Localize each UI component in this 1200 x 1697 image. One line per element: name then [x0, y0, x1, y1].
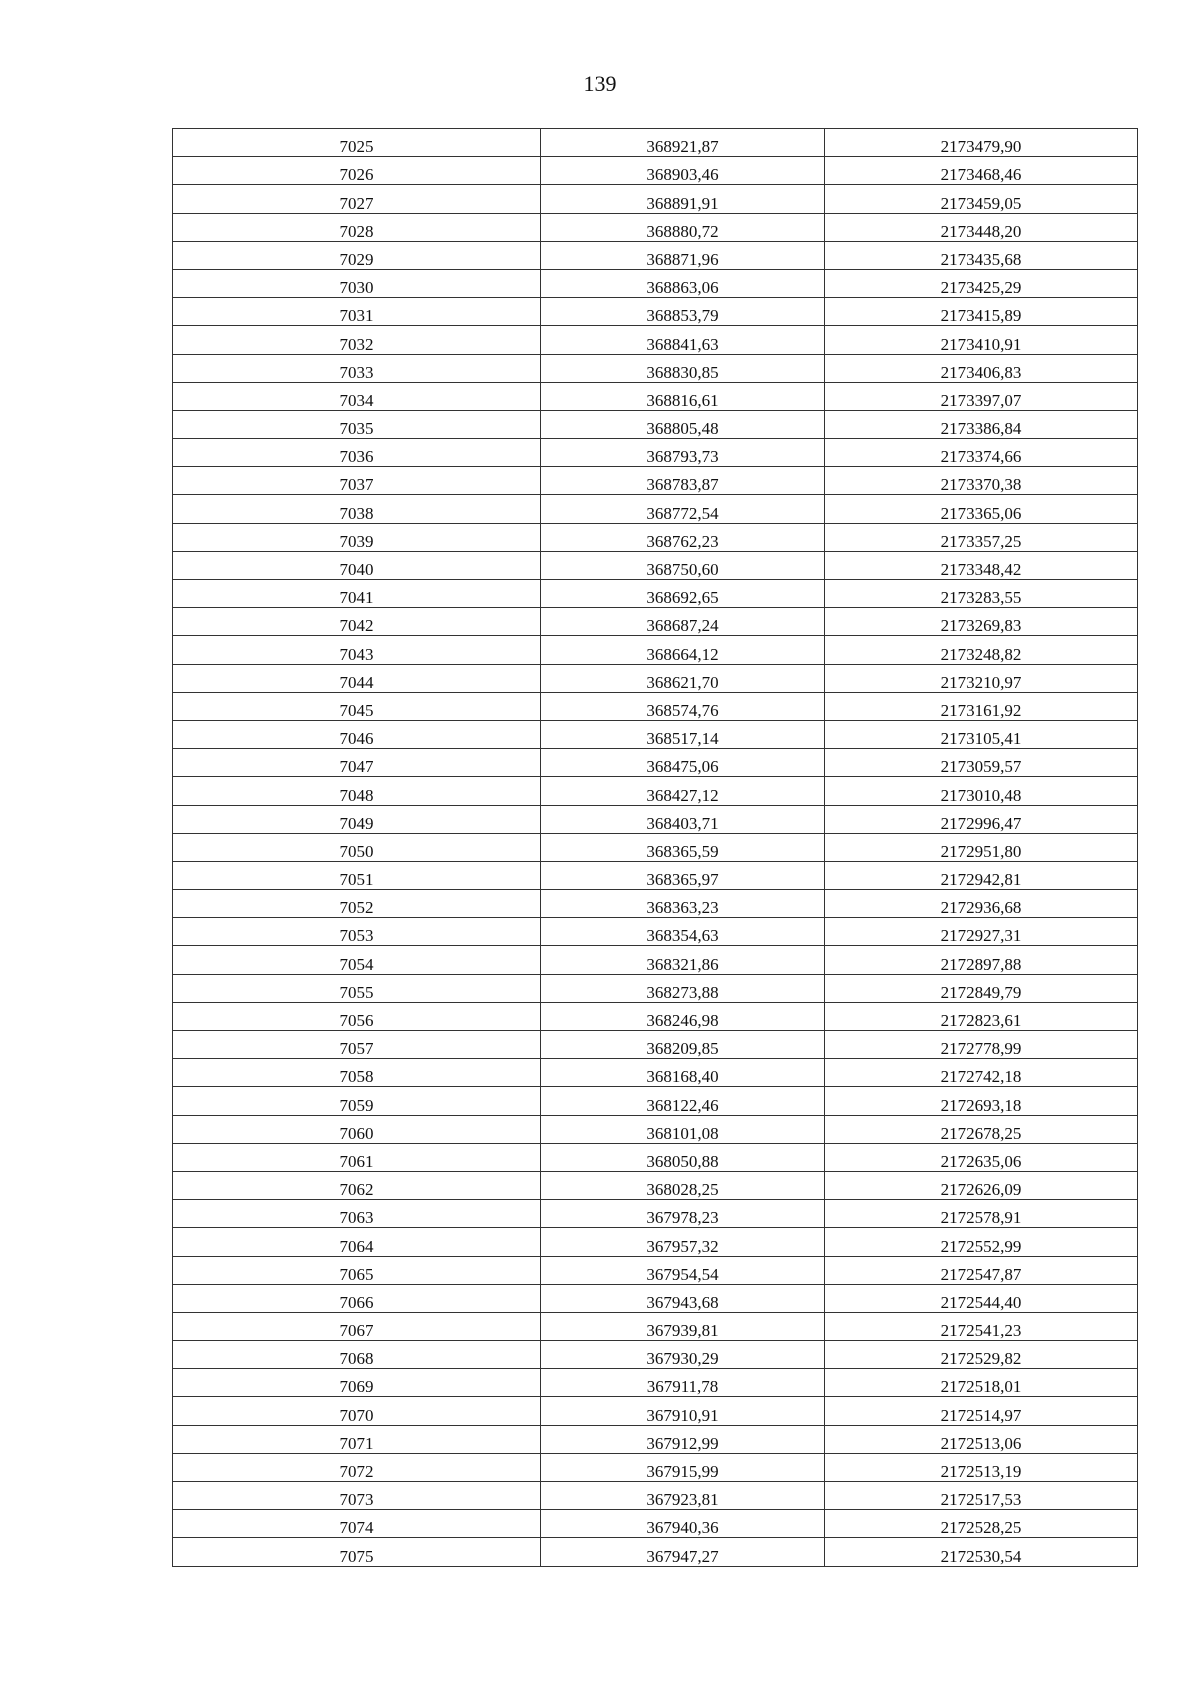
table-row [173, 269, 1138, 297]
point-number-cell: 7048 [173, 777, 541, 805]
table-row [173, 918, 1138, 946]
point-number-cell: 7071 [173, 1425, 541, 1453]
table-row [173, 1115, 1138, 1143]
table-row [173, 1031, 1138, 1059]
y-coordinate-cell: 2173435,68 [825, 241, 1138, 269]
point-number-cell: 7058 [173, 1059, 541, 1087]
point-number-cell: 7056 [173, 1002, 541, 1030]
y-coordinate-cell: 2173365,06 [825, 495, 1138, 523]
y-coordinate-cell: 2173448,20 [825, 213, 1138, 241]
table-row [173, 495, 1138, 523]
table-row [173, 467, 1138, 495]
table-row [173, 382, 1138, 410]
y-coordinate-cell: 2173410,91 [825, 326, 1138, 354]
table-row [173, 298, 1138, 326]
y-coordinate-cell: 2173459,05 [825, 185, 1138, 213]
x-coordinate-cell: 368921,87 [541, 129, 825, 157]
point-number-cell: 7034 [173, 382, 541, 410]
x-coordinate-cell: 368273,88 [541, 974, 825, 1002]
y-coordinate-cell: 2172778,99 [825, 1031, 1138, 1059]
table-row [173, 354, 1138, 382]
x-coordinate-cell: 368841,63 [541, 326, 825, 354]
point-number-cell: 7026 [173, 157, 541, 185]
x-coordinate-cell: 367912,99 [541, 1425, 825, 1453]
table-row [173, 1397, 1138, 1425]
x-coordinate-cell: 368692,65 [541, 580, 825, 608]
x-coordinate-cell: 368772,54 [541, 495, 825, 523]
x-coordinate-cell: 368880,72 [541, 213, 825, 241]
y-coordinate-cell: 2173479,90 [825, 129, 1138, 157]
x-coordinate-cell: 368050,88 [541, 1143, 825, 1171]
point-number-cell: 7027 [173, 185, 541, 213]
table-row [173, 213, 1138, 241]
y-coordinate-cell: 2172951,80 [825, 833, 1138, 861]
table-row [173, 1284, 1138, 1312]
table-row [173, 580, 1138, 608]
x-coordinate-cell: 368750,60 [541, 551, 825, 579]
y-coordinate-cell: 2172513,19 [825, 1453, 1138, 1481]
table-row [173, 805, 1138, 833]
point-number-cell: 7028 [173, 213, 541, 241]
table-row [173, 861, 1138, 889]
table-row [173, 890, 1138, 918]
x-coordinate-cell: 367978,23 [541, 1200, 825, 1228]
point-number-cell: 7055 [173, 974, 541, 1002]
y-coordinate-cell: 2172742,18 [825, 1059, 1138, 1087]
x-coordinate-cell: 367947,27 [541, 1538, 825, 1566]
y-coordinate-cell: 2173415,89 [825, 298, 1138, 326]
table-row [173, 1059, 1138, 1087]
point-number-cell: 7032 [173, 326, 541, 354]
table-row [173, 749, 1138, 777]
point-number-cell: 7069 [173, 1369, 541, 1397]
x-coordinate-cell: 367911,78 [541, 1369, 825, 1397]
table-row [173, 326, 1138, 354]
point-number-cell: 7038 [173, 495, 541, 523]
x-coordinate-cell: 367923,81 [541, 1482, 825, 1510]
x-coordinate-cell: 368830,85 [541, 354, 825, 382]
table-row [173, 636, 1138, 664]
x-coordinate-cell: 367915,99 [541, 1453, 825, 1481]
y-coordinate-cell: 2172635,06 [825, 1143, 1138, 1171]
point-number-cell: 7074 [173, 1510, 541, 1538]
x-coordinate-cell: 368427,12 [541, 777, 825, 805]
table-row [173, 1425, 1138, 1453]
x-coordinate-cell: 367930,29 [541, 1341, 825, 1369]
x-coordinate-cell: 368363,23 [541, 890, 825, 918]
x-coordinate-cell: 368365,59 [541, 833, 825, 861]
x-coordinate-cell: 368209,85 [541, 1031, 825, 1059]
x-coordinate-cell: 368863,06 [541, 269, 825, 297]
x-coordinate-cell: 368354,63 [541, 918, 825, 946]
x-coordinate-cell: 367940,36 [541, 1510, 825, 1538]
point-number-cell: 7049 [173, 805, 541, 833]
x-coordinate-cell: 368365,97 [541, 861, 825, 889]
table-row [173, 720, 1138, 748]
point-number-cell: 7053 [173, 918, 541, 946]
x-coordinate-cell: 368805,48 [541, 410, 825, 438]
x-coordinate-cell: 368168,40 [541, 1059, 825, 1087]
y-coordinate-cell: 2172518,01 [825, 1369, 1138, 1397]
table-row [173, 692, 1138, 720]
table-row [173, 833, 1138, 861]
y-coordinate-cell: 2172544,40 [825, 1284, 1138, 1312]
y-coordinate-cell: 2173059,57 [825, 749, 1138, 777]
x-coordinate-cell: 367957,32 [541, 1228, 825, 1256]
point-number-cell: 7054 [173, 946, 541, 974]
x-coordinate-cell: 368321,86 [541, 946, 825, 974]
point-number-cell: 7052 [173, 890, 541, 918]
point-number-cell: 7033 [173, 354, 541, 382]
x-coordinate-cell: 368517,14 [541, 720, 825, 748]
x-coordinate-cell: 368903,46 [541, 157, 825, 185]
point-number-cell: 7035 [173, 410, 541, 438]
table-row [173, 1312, 1138, 1340]
x-coordinate-cell: 367910,91 [541, 1397, 825, 1425]
point-number-cell: 7073 [173, 1482, 541, 1510]
point-number-cell: 7046 [173, 720, 541, 748]
y-coordinate-cell: 2173357,25 [825, 523, 1138, 551]
x-coordinate-cell: 368793,73 [541, 439, 825, 467]
point-number-cell: 7043 [173, 636, 541, 664]
coordinates-table-body [173, 129, 1138, 1567]
point-number-cell: 7047 [173, 749, 541, 777]
x-coordinate-cell: 368574,76 [541, 692, 825, 720]
y-coordinate-cell: 2172942,81 [825, 861, 1138, 889]
point-number-cell: 7040 [173, 551, 541, 579]
y-coordinate-cell: 2172514,97 [825, 1397, 1138, 1425]
table-row [173, 1171, 1138, 1199]
point-number-cell: 7075 [173, 1538, 541, 1566]
x-coordinate-cell: 368621,70 [541, 664, 825, 692]
y-coordinate-cell: 2172547,87 [825, 1256, 1138, 1284]
point-number-cell: 7070 [173, 1397, 541, 1425]
x-coordinate-cell: 368816,61 [541, 382, 825, 410]
y-coordinate-cell: 2172936,68 [825, 890, 1138, 918]
point-number-cell: 7029 [173, 241, 541, 269]
y-coordinate-cell: 2172513,06 [825, 1425, 1138, 1453]
table-row [173, 1369, 1138, 1397]
point-number-cell: 7067 [173, 1312, 541, 1340]
point-number-cell: 7065 [173, 1256, 541, 1284]
y-coordinate-cell: 2173468,46 [825, 157, 1138, 185]
x-coordinate-cell: 368475,06 [541, 749, 825, 777]
x-coordinate-cell: 368403,71 [541, 805, 825, 833]
x-coordinate-cell: 368122,46 [541, 1087, 825, 1115]
x-coordinate-cell: 368101,08 [541, 1115, 825, 1143]
coordinates-table [172, 128, 1138, 1567]
y-coordinate-cell: 2172626,09 [825, 1171, 1138, 1199]
y-coordinate-cell: 2172927,31 [825, 918, 1138, 946]
y-coordinate-cell: 2172693,18 [825, 1087, 1138, 1115]
table-row [173, 129, 1138, 157]
point-number-cell: 7042 [173, 608, 541, 636]
table-row [173, 1143, 1138, 1171]
x-coordinate-cell: 368762,23 [541, 523, 825, 551]
y-coordinate-cell: 2173406,83 [825, 354, 1138, 382]
table-row [173, 608, 1138, 636]
table-row [173, 523, 1138, 551]
table-row [173, 664, 1138, 692]
x-coordinate-cell: 368246,98 [541, 1002, 825, 1030]
point-number-cell: 7064 [173, 1228, 541, 1256]
y-coordinate-cell: 2173425,29 [825, 269, 1138, 297]
table-row [173, 551, 1138, 579]
x-coordinate-cell: 367943,68 [541, 1284, 825, 1312]
y-coordinate-cell: 2173386,84 [825, 410, 1138, 438]
table-row [173, 1453, 1138, 1481]
y-coordinate-cell: 2173283,55 [825, 580, 1138, 608]
table-row [173, 439, 1138, 467]
point-number-cell: 7060 [173, 1115, 541, 1143]
point-number-cell: 7061 [173, 1143, 541, 1171]
point-number-cell: 7072 [173, 1453, 541, 1481]
y-coordinate-cell: 2172552,99 [825, 1228, 1138, 1256]
y-coordinate-cell: 2172517,53 [825, 1482, 1138, 1510]
y-coordinate-cell: 2172528,25 [825, 1510, 1138, 1538]
point-number-cell: 7051 [173, 861, 541, 889]
x-coordinate-cell: 367939,81 [541, 1312, 825, 1340]
y-coordinate-cell: 2172578,91 [825, 1200, 1138, 1228]
point-number-cell: 7031 [173, 298, 541, 326]
table-row [173, 1228, 1138, 1256]
table-row [173, 1538, 1138, 1566]
point-number-cell: 7045 [173, 692, 541, 720]
y-coordinate-cell: 2173248,82 [825, 636, 1138, 664]
x-coordinate-cell: 368028,25 [541, 1171, 825, 1199]
y-coordinate-cell: 2172897,88 [825, 946, 1138, 974]
page-number: 139 [583, 71, 617, 96]
point-number-cell: 7063 [173, 1200, 541, 1228]
point-number-cell: 7025 [173, 129, 541, 157]
y-coordinate-cell: 2173370,38 [825, 467, 1138, 495]
y-coordinate-cell: 2173010,48 [825, 777, 1138, 805]
point-number-cell: 7057 [173, 1031, 541, 1059]
point-number-cell: 7059 [173, 1087, 541, 1115]
point-number-cell: 7068 [173, 1341, 541, 1369]
table-row [173, 1482, 1138, 1510]
y-coordinate-cell: 2172823,61 [825, 1002, 1138, 1030]
point-number-cell: 7039 [173, 523, 541, 551]
x-coordinate-cell: 367954,54 [541, 1256, 825, 1284]
y-coordinate-cell: 2172849,79 [825, 974, 1138, 1002]
y-coordinate-cell: 2173269,83 [825, 608, 1138, 636]
x-coordinate-cell: 368664,12 [541, 636, 825, 664]
table-row [173, 1087, 1138, 1115]
y-coordinate-cell: 2172541,23 [825, 1312, 1138, 1340]
table-row [173, 1256, 1138, 1284]
x-coordinate-cell: 368871,96 [541, 241, 825, 269]
point-number-cell: 7036 [173, 439, 541, 467]
x-coordinate-cell: 368687,24 [541, 608, 825, 636]
table-row [173, 1002, 1138, 1030]
y-coordinate-cell: 2172530,54 [825, 1538, 1138, 1566]
table-row [173, 241, 1138, 269]
point-number-cell: 7062 [173, 1171, 541, 1199]
y-coordinate-cell: 2173105,41 [825, 720, 1138, 748]
table-row [173, 946, 1138, 974]
y-coordinate-cell: 2172996,47 [825, 805, 1138, 833]
table-row [173, 974, 1138, 1002]
point-number-cell: 7066 [173, 1284, 541, 1312]
y-coordinate-cell: 2173161,92 [825, 692, 1138, 720]
table-row [173, 185, 1138, 213]
x-coordinate-cell: 368783,87 [541, 467, 825, 495]
point-number-cell: 7041 [173, 580, 541, 608]
x-coordinate-cell: 368891,91 [541, 185, 825, 213]
table-row [173, 410, 1138, 438]
point-number-cell: 7050 [173, 833, 541, 861]
table-row [173, 1200, 1138, 1228]
y-coordinate-cell: 2173374,66 [825, 439, 1138, 467]
point-number-cell: 7044 [173, 664, 541, 692]
table-row [173, 1510, 1138, 1538]
y-coordinate-cell: 2173397,07 [825, 382, 1138, 410]
y-coordinate-cell: 2172678,25 [825, 1115, 1138, 1143]
x-coordinate-cell: 368853,79 [541, 298, 825, 326]
point-number-cell: 7030 [173, 269, 541, 297]
point-number-cell: 7037 [173, 467, 541, 495]
y-coordinate-cell: 2173210,97 [825, 664, 1138, 692]
y-coordinate-cell: 2172529,82 [825, 1341, 1138, 1369]
table-row [173, 157, 1138, 185]
table-row [173, 777, 1138, 805]
y-coordinate-cell: 2173348,42 [825, 551, 1138, 579]
table-row [173, 1341, 1138, 1369]
